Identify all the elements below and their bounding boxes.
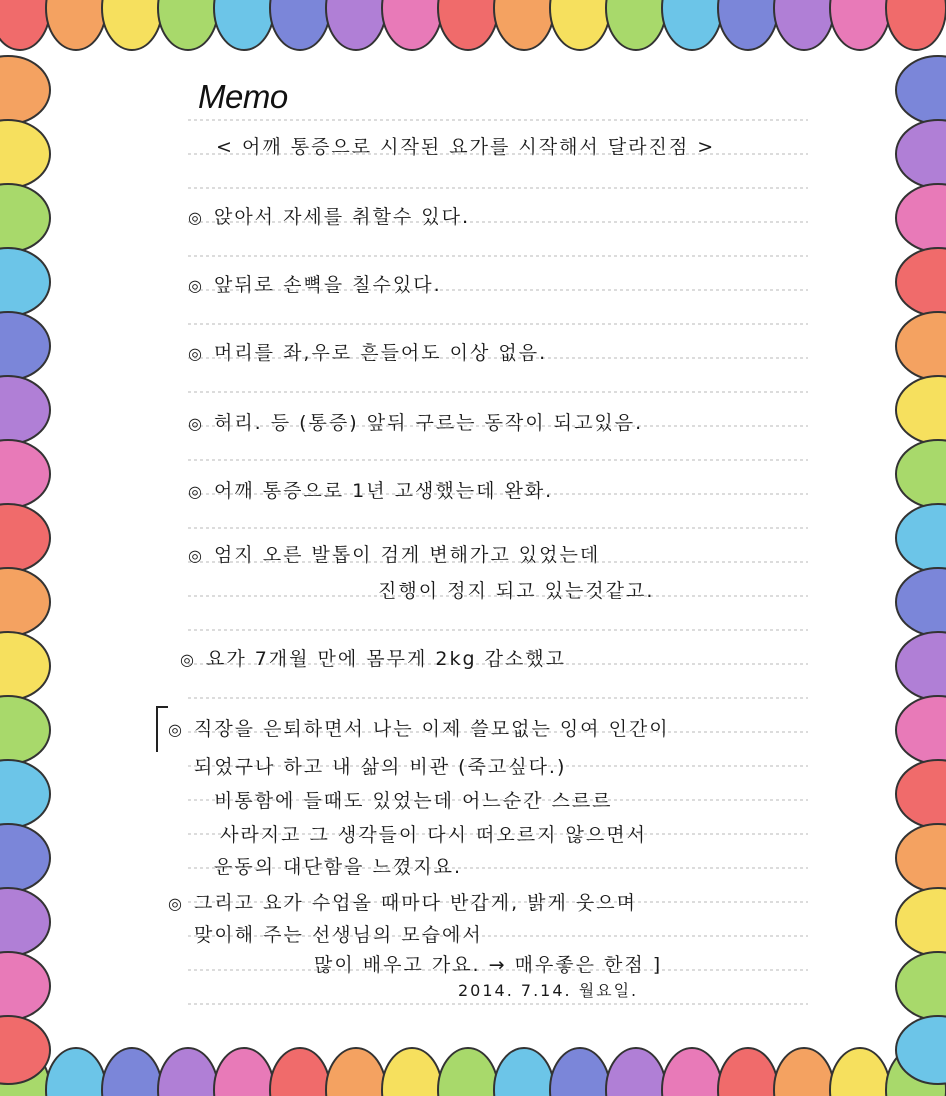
border-petal [0, 632, 50, 700]
list-item-continuation: 되었구나 하고 내 삶의 비관 (죽고싶다.) [194, 756, 567, 778]
border-petal [774, 1048, 834, 1096]
border-petal [158, 0, 218, 50]
bullet-icon: ◎ [188, 276, 204, 295]
border-petal [896, 184, 946, 252]
list-item [168, 714, 670, 741]
border-petal [0, 760, 50, 828]
border-petal [0, 568, 50, 636]
border-petal [382, 0, 442, 50]
list-item-text: 요가 7개월 만에 몸무게 2kg 감소했고 [205, 648, 567, 670]
border-petal [270, 0, 330, 50]
border-petal [102, 1048, 162, 1096]
border-petal [0, 952, 50, 1020]
border-petal [0, 0, 50, 50]
border-petal [46, 0, 106, 50]
bullet-icon: ◎ [168, 720, 184, 739]
list-item [188, 476, 553, 503]
bullet-icon: ◎ [188, 208, 204, 227]
border-petal [896, 248, 946, 316]
border-petal [0, 312, 50, 380]
list-item-continuation: 운동의 대단함을 느꼈지요. [214, 856, 463, 878]
border-petal [494, 1048, 554, 1096]
bullet-icon: ◎ [188, 414, 204, 433]
border-petal [438, 0, 498, 50]
bracket-mark [156, 706, 168, 752]
list-item-continuation: 비통함에 들때도 있었는데 어느순간 스르르 [214, 790, 613, 812]
list-item-text: 직장을 은퇴하면서 나는 이제 쓸모없는 잉여 인간이 [193, 718, 670, 740]
border-petal [382, 1048, 442, 1096]
border-petal [774, 0, 834, 50]
border-petal [896, 632, 946, 700]
bullet-icon: ◎ [188, 344, 204, 363]
border-petal [326, 0, 386, 50]
border-petal [896, 888, 946, 956]
border-petal [0, 696, 50, 764]
border-petal [0, 824, 50, 892]
border-petal [46, 1048, 106, 1096]
border-petal [718, 0, 778, 50]
border-petal [0, 56, 50, 124]
memo-date: 2014. 7.14. 월요일. [458, 981, 639, 1000]
border-petal [718, 1048, 778, 1096]
list-item-text: 허리. 등 (통증) 앞뒤 구르는 동작이 되고있음. [213, 412, 644, 434]
border-petal [270, 1048, 330, 1096]
border-petal [896, 120, 946, 188]
border-petal [214, 1048, 274, 1096]
border-petal [0, 440, 50, 508]
list-item [188, 338, 547, 365]
list-item [188, 270, 442, 297]
border-petal [896, 504, 946, 572]
list-item [180, 644, 566, 671]
border-petal [0, 504, 50, 572]
border-petal [550, 0, 610, 50]
border-petal [896, 376, 946, 444]
list-item-continuation: 진행이 정지 되고 있는것같고. [378, 580, 655, 602]
border-petal [158, 1048, 218, 1096]
memo-heading: < 어깨 통증으로 시작된 요가를 시작해서 달라진점 > [216, 136, 716, 158]
memo-title: Memo [198, 78, 288, 115]
list-item [168, 888, 637, 915]
border-petal [550, 1048, 610, 1096]
border-petal [0, 376, 50, 444]
border-petal [896, 696, 946, 764]
border-petal [0, 184, 50, 252]
border-petal [606, 1048, 666, 1096]
border-petal [214, 0, 274, 50]
list-item-text: 앞뒤로 손뼉을 칠수있다. [213, 274, 442, 296]
border-petal [896, 312, 946, 380]
list-item [188, 540, 600, 567]
border-petal [494, 0, 554, 50]
border-petal [0, 248, 50, 316]
bullet-icon: ◎ [188, 482, 204, 501]
list-item-text: 그리고 요가 수업올 때마다 반갑게, 밝게 웃으며 [193, 892, 637, 914]
border-petal [896, 440, 946, 508]
border-petal [896, 952, 946, 1020]
border-petal [662, 1048, 722, 1096]
list-item-continuation: 많이 배우고 가요. → 매우좋은 한점 ] [314, 954, 663, 976]
border-petal [102, 0, 162, 50]
border-petal [896, 760, 946, 828]
list-item-text: 머리를 좌,우로 흔들어도 이상 없음. [213, 342, 548, 364]
border-petal [0, 120, 50, 188]
border-petal [662, 0, 722, 50]
list-item-text: 어깨 통증으로 1년 고생했는데 완화. [213, 480, 554, 502]
list-item [188, 202, 470, 229]
border-petal [886, 0, 946, 50]
list-item-continuation: 맞이해 주는 선생님의 모습에서 [194, 924, 483, 946]
border-petal [896, 56, 946, 124]
border-petal [326, 1048, 386, 1096]
border-petal [896, 824, 946, 892]
border-petal [0, 888, 50, 956]
border-petal [830, 0, 890, 50]
bullet-icon: ◎ [188, 546, 204, 565]
list-item-text: 엄지 오른 발톱이 검게 변해가고 있었는데 [213, 544, 601, 566]
memo-paper [88, 62, 848, 1030]
list-item-text: 앉아서 자세를 취할수 있다. [213, 206, 471, 228]
list-item [188, 408, 643, 435]
bullet-icon: ◎ [180, 650, 196, 669]
border-petal [438, 1048, 498, 1096]
border-petal [896, 568, 946, 636]
border-petal [606, 0, 666, 50]
list-item-continuation: 사라지고 그 생각들이 다시 떠오르지 않으면서 [220, 824, 647, 846]
bullet-icon: ◎ [168, 894, 184, 913]
border-petal [830, 1048, 890, 1096]
